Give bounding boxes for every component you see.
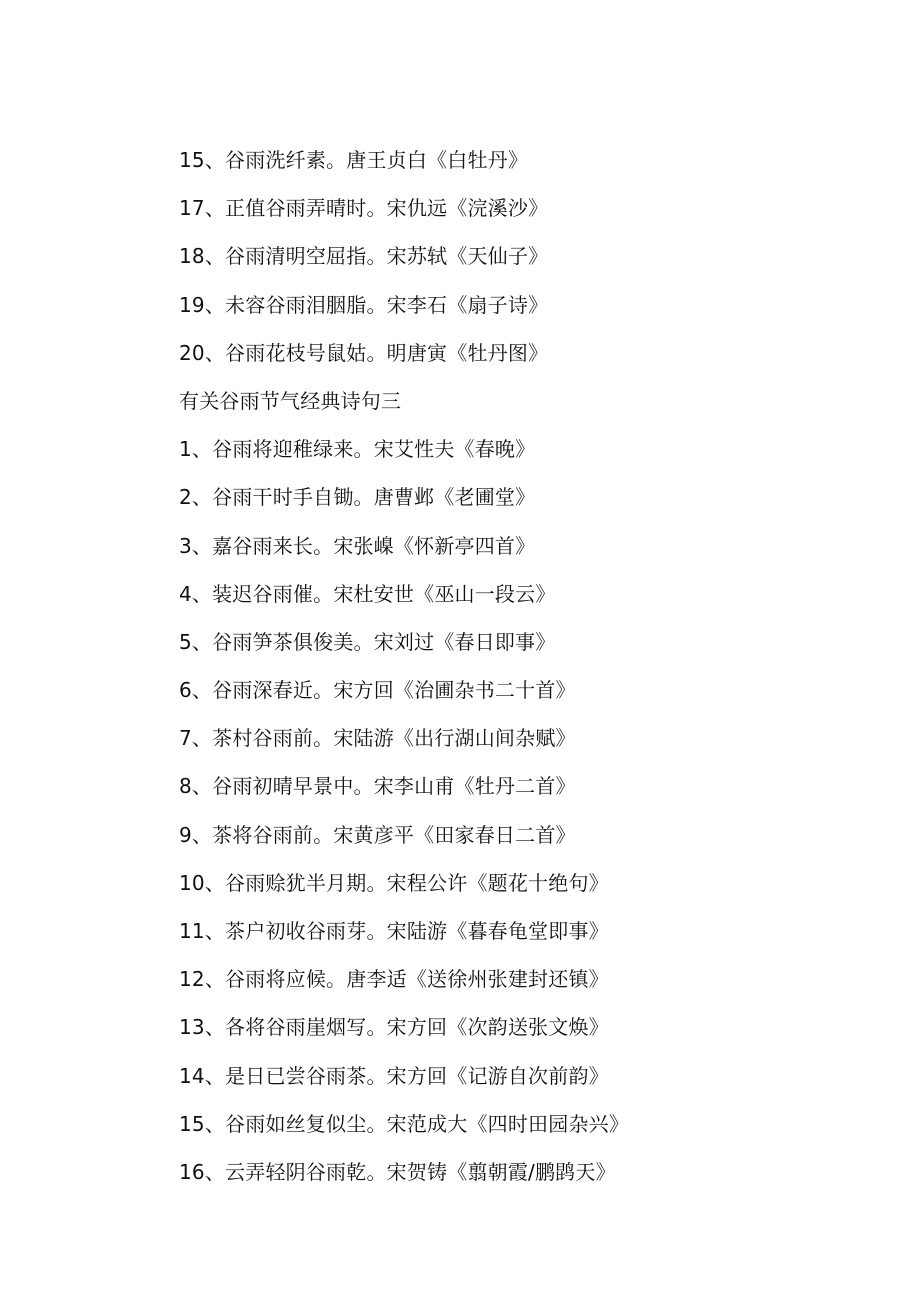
poem-line: 18、谷雨清明空屈指。宋苏轼《天仙子》 (179, 244, 549, 269)
document-body (179, 136, 879, 1196)
poem-line: 16、云弄轻阴谷雨乾。宋贺铸《翦朝霞/鹏鹍天》 (179, 1159, 616, 1184)
poem-line: 2、谷雨干时手自锄。唐曹邺《老圃堂》 (179, 485, 536, 510)
poem-line: 4、装迟谷雨催。宋杜安世《巫山一段云》 (179, 581, 556, 606)
poem-line: 14、是日已尝谷雨茶。宋方回《记游自次前韵》 (179, 1063, 609, 1088)
poem-line: 13、各将谷雨崖烟写。宋方回《次韵送张文焕》 (179, 1015, 609, 1040)
poem-line: 17、正值谷雨弄晴时。宋仇远《浣溪沙》 (179, 196, 549, 221)
poem-line: 11、茶户初收谷雨芽。宋陆游《暮春龟堂即事》 (179, 919, 609, 943)
poem-line: 15、谷雨如丝复似尘。宋范成大《四时田园杂兴》 (179, 1111, 630, 1136)
poem-line: 6、谷雨深春近。宋方回《治圃杂书二十首》 (179, 678, 576, 703)
poem-line: 12、谷雨将应候。唐李适《送徐州张建封还镇》 (179, 967, 609, 992)
poem-line: 19、未容谷雨泪胭脂。宋李石《扇子诗》 (179, 292, 549, 317)
poem-line: 5、谷雨笋茶俱俊美。宋刘过《春日即事》 (179, 629, 556, 654)
poem-line: 1、谷雨将迎稚绿来。宋艾性夫《春晚》 (179, 437, 536, 462)
poem-line: 10、谷雨赊犹半月期。宋程公许《题花十绝句》 (179, 870, 609, 895)
poem-line: 8、谷雨初晴早景中。宋李山甫《牡丹二首》 (179, 774, 576, 799)
section-heading: 有关谷雨节气经典诗句三 (179, 388, 402, 413)
poem-line: 3、嘉谷雨来长。宋张嵲《怀新亭四首》 (179, 533, 536, 558)
poem-line: 20、谷雨花枝号鼠姑。明唐寅《牡丹图》 (179, 340, 549, 365)
poem-line: 7、茶村谷雨前。宋陆游《出行湖山间杂赋》 (179, 726, 576, 751)
poem-line: 15、谷雨洗纤素。唐王贞白《白牡丹》 (179, 148, 529, 172)
poem-line: 9、茶将谷雨前。宋黄彦平《田家春日二首》 (179, 822, 576, 847)
